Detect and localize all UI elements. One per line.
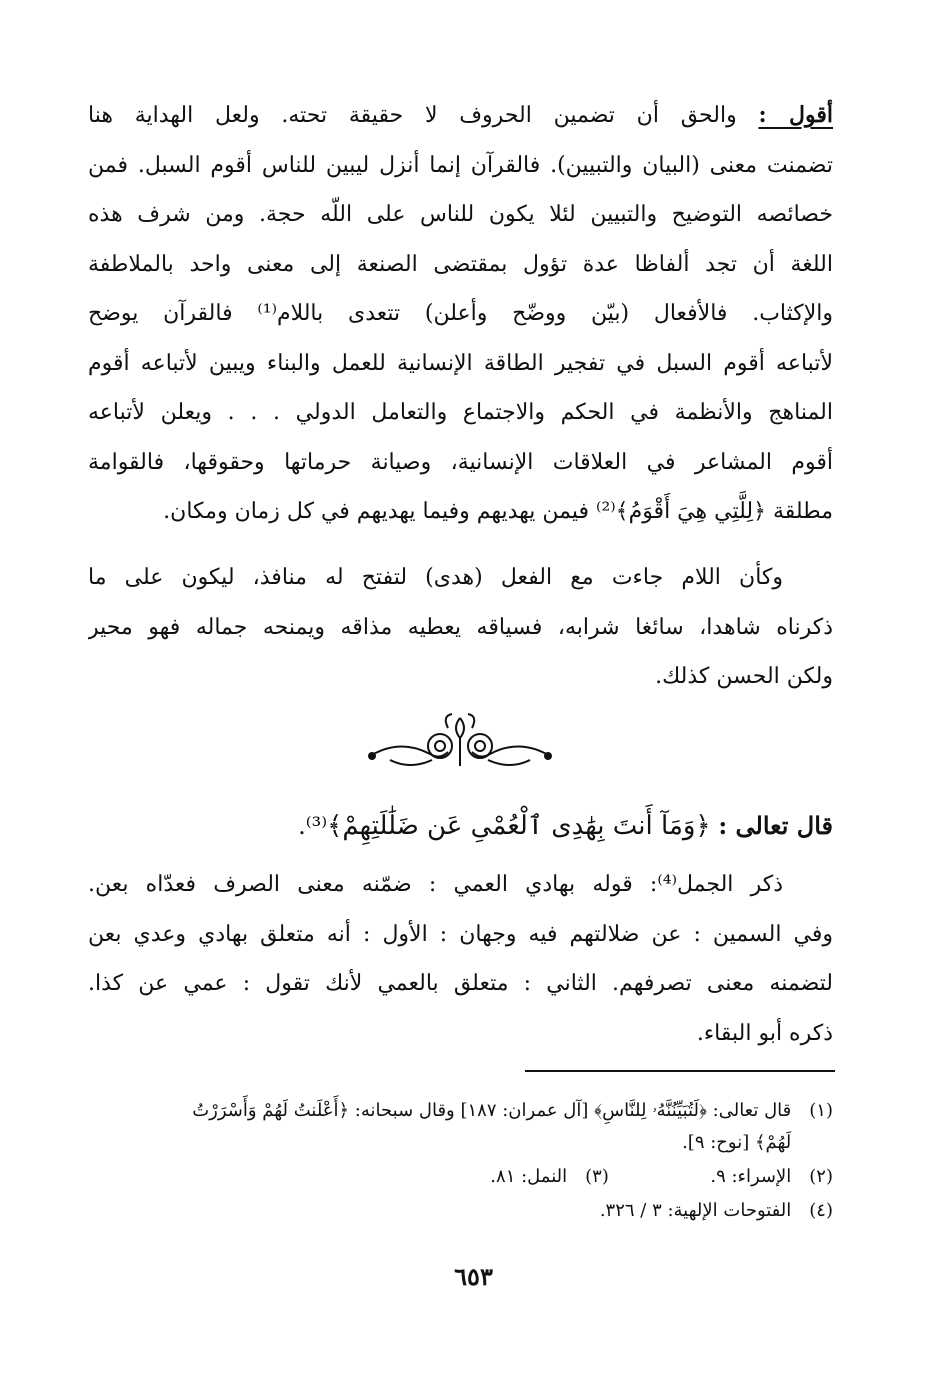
footnote <box>88 1096 833 1126</box>
paragraph-3 <box>88 860 833 1058</box>
footnote-number: (١) <box>809 1100 833 1121</box>
paragraph-1 <box>88 91 833 537</box>
paragraph-line: وكأن اللام جاءت مع الفعل (هدى) لتفتح له منافذ، ليكون على ما <box>88 565 783 590</box>
footnote-separator <box>525 1070 835 1072</box>
paragraph-line: أقول : والحق أن تضمين الحروف لا حقيقة تحته. ولعل الهداية هنا <box>88 102 833 128</box>
footnote-number: (٤) <box>809 1200 833 1221</box>
footnote <box>88 1162 833 1192</box>
footnote <box>88 1128 833 1158</box>
footnote-text: الفتوحات الإلهية: ٣ / ٣٢٦. <box>599 1200 792 1221</box>
quran-verse: ﴿وَمَآ أَنتَ بِهَٰدِى ٱلْعُمْىِ عَن ضَلَٰلَتِهِمْ﴾ <box>327 811 711 841</box>
paragraph-line: خصائصه التوضيح والتبيين لئلا يكون للناس على اللّه حجة. ومن شرف هذه <box>88 202 833 227</box>
paragraph-line: وفي السمين : عن ضلالتهم فيه وجهان : الأول : أنه متعلق بهادي وعدي بعن <box>88 921 833 947</box>
paragraph-line: والإكثاب. فالأفعال (بيّن ووضّح وأعلن) تتعدى باللام⁽¹⁾ فالقرآن يوضح <box>88 301 833 326</box>
paragraph-line: مطلقة ﴿لِلَّتِي هِيَ أَقْوَمُ﴾⁽²⁾ فيمن يهديهم وفيما يهديهم في كل زمان ومكان. <box>163 499 833 524</box>
floral-divider-icon <box>360 708 560 778</box>
footnote-ref: ⁽³⁾. <box>298 812 328 840</box>
paragraph-line: لأتباعه أقوم السبل في تفجير الطاقة الإنسانية للعمل والبناء ويبين لأتباعه أقوم <box>88 350 833 376</box>
paragraph-line: ذكرناه شاهدا، سائغا شرابه، فسياقه يعطيه مذاقه ويمنحه جماله فهو محير <box>88 614 833 640</box>
paragraph-line: ذكره أبو البقاء. <box>696 1020 833 1046</box>
footnote <box>88 1196 833 1226</box>
footnote-number: (٣) <box>585 1166 609 1187</box>
paragraph-line: ذكر الجمل⁽⁴⁾: قوله بهادي العمي : ضمّنه معنى الصرف فعدّاه بعن. <box>88 872 783 897</box>
footnote-number: (٢) <box>809 1166 833 1187</box>
verse-lead: قال تعالى : <box>718 811 833 840</box>
footnote-text: النمل: ٨١. <box>490 1166 568 1187</box>
paragraph-line: أقوم المشاعر في العلاقات الإنسانية، وصيانة حرماتها وحقوقها، فالقوامة <box>88 449 833 475</box>
footnote-text: قال تعالى: ﴿لَتُبَيِّنُنَّهُۥ لِلنَّاسِ﴾ [آل عمران: ١٨٧] وقال سبحانه: ﴿أَعْلَنتُ لَهُمْ وَأَسْرَرْتُ <box>192 1100 792 1121</box>
paragraph-line: لتضمنه معنى تصرفهم. الثاني : متعلق بالعمي لأنك تقول : عمي عن كذا. <box>88 971 833 996</box>
footnote-text: لَهُمْ﴾ [نوح: ٩]. <box>682 1132 792 1153</box>
page-number: ٦٥٣ <box>454 1262 493 1291</box>
lead-word: أقول : <box>758 102 833 128</box>
paragraph-line: اللغة أن تجد ألفاظا عدة تؤول بمقتضى الصنعة إلى معنى واحد بالملاطفة <box>88 251 833 277</box>
paragraph-2 <box>88 553 833 702</box>
paragraph-line: المناهج والأنظمة في الحكم والاجتماع والتعامل الدولي . . . ويعلن لأتباعه <box>88 400 833 425</box>
verse-heading <box>88 796 833 856</box>
paragraph-line: تضمنت معنى (البيان والتبيين). فالقرآن إنما أنزل ليبين للناس أقوم السبل. فمن <box>88 152 833 178</box>
paragraph-line: ولكن الحسن كذلك. <box>655 664 833 689</box>
footnote-text: الإسراء: ٩. <box>710 1166 792 1187</box>
